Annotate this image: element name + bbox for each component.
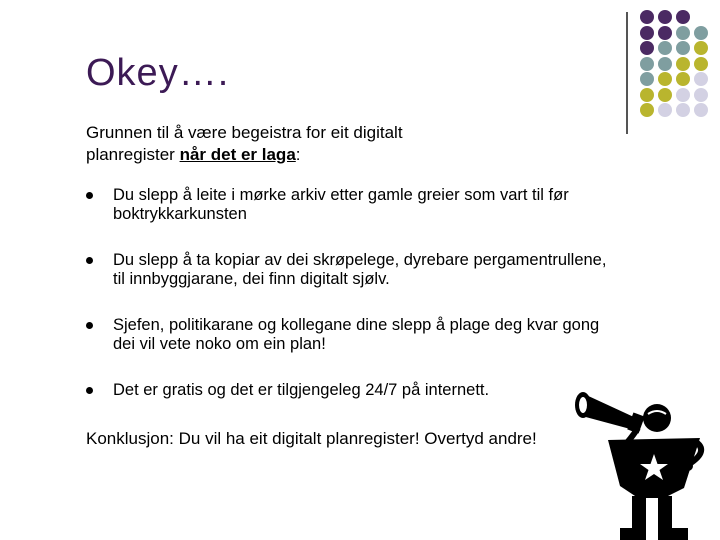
bullet-dot-icon — [86, 387, 93, 394]
grid-dot — [676, 10, 690, 24]
grid-dot — [640, 10, 654, 24]
grid-dot — [676, 26, 690, 40]
grid-dot — [658, 57, 672, 71]
vertical-divider — [626, 12, 628, 134]
grid-dot — [658, 26, 672, 40]
grid-dot — [640, 88, 654, 102]
grid-dot — [676, 57, 690, 71]
bullet-line-2: boktrykkarkunsten — [113, 205, 247, 223]
grid-dot — [676, 41, 690, 55]
grid-dot — [658, 103, 672, 117]
grid-dot — [640, 57, 654, 71]
grid-dot — [640, 103, 654, 117]
grid-dot — [658, 10, 672, 24]
grid-dot — [694, 26, 708, 40]
bullet-line-2: til innbyggjarane, dei finn digitalt sjølv. — [113, 270, 390, 288]
bullet-item — [86, 186, 686, 224]
grid-dot — [640, 41, 654, 55]
megaphone-figure-icon — [560, 378, 720, 540]
grid-dot — [694, 103, 708, 117]
grid-dot — [658, 72, 672, 86]
intro-line-1: Grunnen til å være begeistra for eit digitalt — [86, 123, 403, 142]
slide-title: Okey…. — [86, 52, 230, 94]
bullet-item — [86, 251, 686, 289]
grid-dot — [694, 57, 708, 71]
bullet-dot-icon — [86, 192, 93, 199]
bullet-line-2: dei vil vete noko om ein plan! — [113, 335, 326, 353]
bullet-line-1: Sjefen, politikarane og kollegane dine slepp å plage deg kvar gong — [113, 316, 600, 334]
grid-dot — [658, 88, 672, 102]
bullet-dot-icon — [86, 322, 93, 329]
bullet-line-1: Du slepp å leite i mørke arkiv etter gamle greier som vart til før — [113, 186, 569, 204]
intro-emphasis: når det er laga — [179, 145, 296, 164]
intro-line-2-prefix: planregister — [86, 145, 180, 164]
grid-dot — [676, 72, 690, 86]
intro-text — [86, 122, 606, 166]
grid-dot — [694, 88, 708, 102]
bullet-line-1: Du slepp å ta kopiar av dei skrøpelege, dyrebare pergamentrullene, — [113, 251, 607, 269]
bullet-line-1: Det er gratis og det er tilgjengeleg 24/7 på internett. — [113, 381, 490, 399]
conclusion-text: Konklusjon: Du vil ha eit digitalt planregister! Overtyd andre! — [86, 429, 537, 448]
intro-line-2-suffix: : — [295, 145, 301, 164]
bullet-item — [86, 316, 686, 354]
grid-dot — [658, 41, 672, 55]
grid-dot — [640, 26, 654, 40]
grid-dot — [640, 72, 654, 86]
grid-dot — [694, 72, 708, 86]
grid-dot — [676, 88, 690, 102]
dot-grid-icon — [640, 10, 720, 120]
grid-dot — [694, 41, 708, 55]
bullet-dot-icon — [86, 257, 93, 264]
grid-dot — [676, 103, 690, 117]
